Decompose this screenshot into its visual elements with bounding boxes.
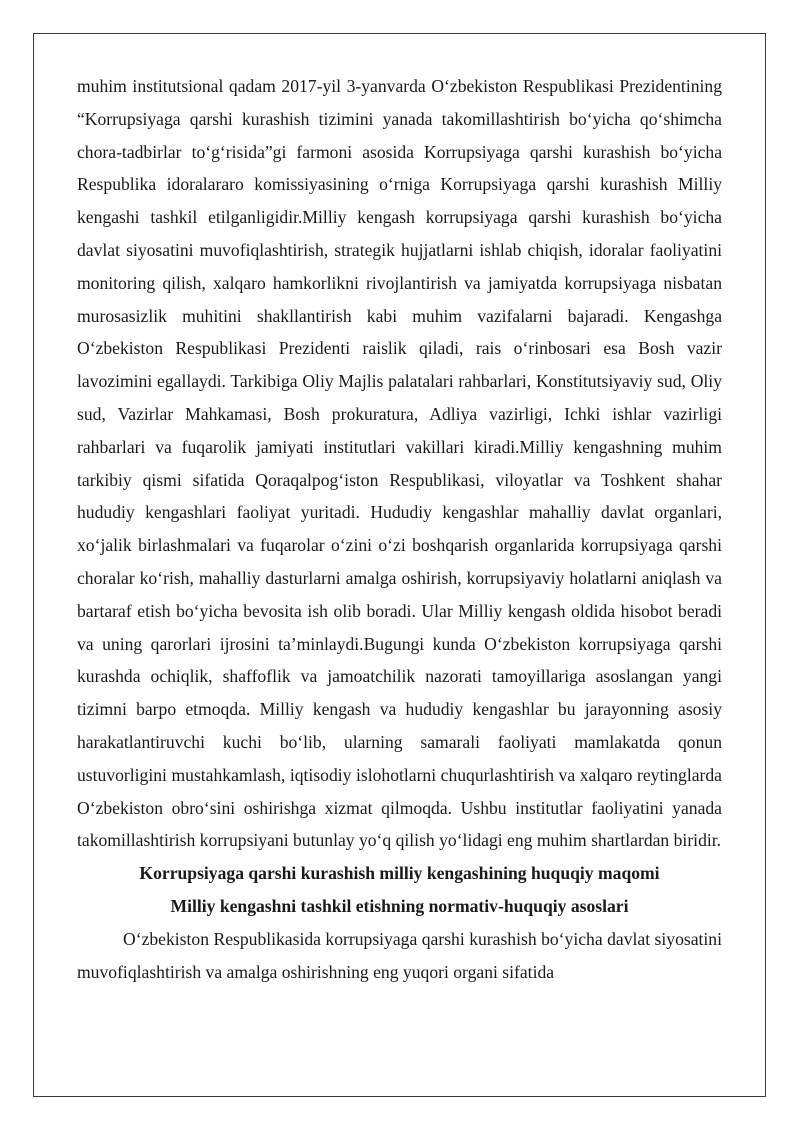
section-heading: Korrupsiyaga qarshi kurashish milliy kengashining huquqiy maqomi (139, 863, 660, 884)
document-body (77, 70, 722, 988)
body-paragraph: O‘zbekiston Respublikasida korrupsiyaga qarshi kurashish bo‘yicha davlat siyosatini muvofiqlashtirish va amalga oshirishning eng yuqori organi sifatida (77, 928, 722, 982)
body-paragraph: muhim institutsional qadam 2017-yil 3-yanvarda O‘zbekiston Respublikasi Prezidentining “Korrupsiyaga qarshi kurashish tizimini yanada takomillashtirish bo‘yicha qo‘shimcha chora-tadbirlar to‘g‘risida”gi farmoni asosida Korrupsiyaga qarshi kurashish bo‘yicha Respublika idoralararo komissiyasining o‘rniga Korrupsiyaga qarshi kurashish Milliy kengashi tashkil etilganligidir.Milliy kengash korrupsiyaga qarshi kurashish bo‘yicha davlat siyosatini muvofiqlashtirish, strategik hujjatlarni ishlab chiqish, idoralar faoliyatini monitoring qilish, xalqaro hamkorlikni rivojlantirish va jamiyatda korrupsiyaga nisbatan murosasizlik muhitini shakllantirish kabi muhim vazifalarni bajaradi. Kengashga O‘zbekiston Respublikasi Prezidenti raislik qiladi, rais o‘rinbosari esa Bosh vazir lavozimini egallaydi. Tarkibiga Oliy Majlis palatalari rahbarlari, Konstitutsiyaviy sud, Oliy sud, Vazirlar Mahkamasi, Bosh prokuratura, Adliya vazirligi, Ichki ishlar vazirligi rahbarlari va fuqarolik jamiyati institutlari vakillari kiradi.Milliy kengashning muhim tarkibiy qismi sifatida Qoraqalpog‘iston Respublikasi, viloyatlar va Toshkent shahar hududiy kengashlari faoliyat yuritadi. Hududiy kengashlar mahalliy davlat organlari, xo‘jalik birlashmalari va fuqarolar o‘zini o‘zi boshqarish organlarida korrupsiyaga qarshi choralar ko‘rish, mahalliy dasturlarni amalga oshirish, korrupsiyaviy holatlarni aniqlash va bartaraf etish bo‘yicha bevosita ish olib boradi. Ular Milliy kengash oldida hisobot beradi va uning qarorlari ijrosini ta’minlaydi.Bugungi kunda O‘zbekiston korrupsiyaga qarshi kurashda ochiqlik, shaffoflik va jamoatchilik nazorati tamoyillariga asoslangan yangi tizimni barpo etmoqda. Milliy kengash va hududiy kengashlar bu jarayonning asosiy harakatlantiruvchi kuchi bo‘lib, ularning samarali faoliyati mamlakatda qonun ustuvorligini mustahkamlash, iqtisodiy islohotlarni chuqurlashtirish va xalqaro reytinglarda O‘zbekiston obro‘sini oshirishga xizmat qilmoqda. Ushbu institutlar faoliyatini yanada takomillashtirish korrupsiyani butunlay yo‘q qilish yo‘lidagi eng muhim shartlardan biridir. (77, 76, 722, 851)
subsection-heading: Milliy kengashni tashkil etishning normativ-huquqiy asoslari (170, 895, 629, 916)
